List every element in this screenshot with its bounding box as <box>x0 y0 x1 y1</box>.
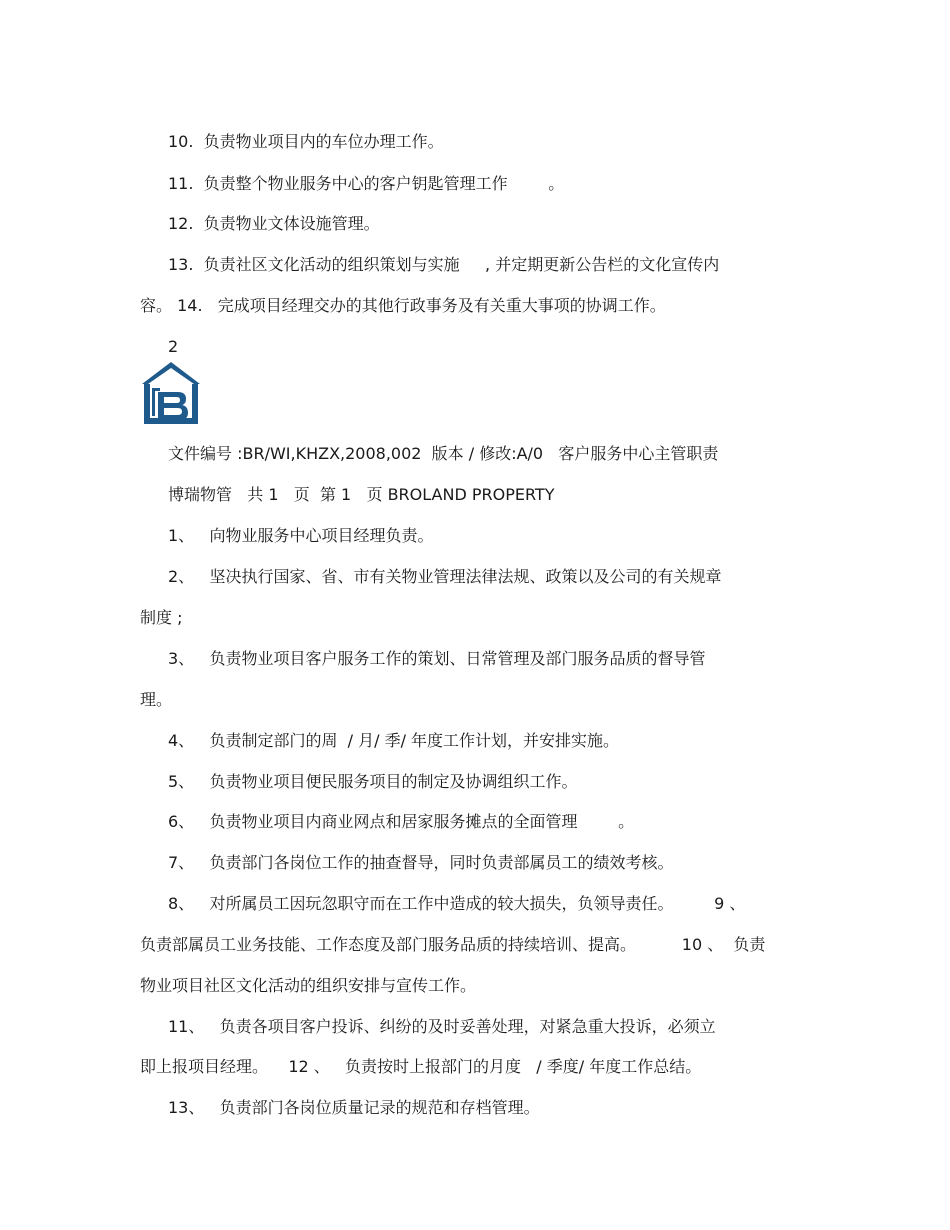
duty-line-13: 13. 负责社区文化活动的组织策划与实施 , 并定期更新公告栏的文化宣传内 <box>168 255 720 274</box>
duty-item-10-cont: 物业项目社区文化活动的组织安排与宣传工作。 <box>140 976 477 995</box>
duty-item-7: 7、 负责部门各岗位工作的抽查督导，同时负责部属员工的绩效考核。 <box>168 853 674 872</box>
duty-line-11: 11. 负责整个物业服务中心的客户钥匙管理工作 。 <box>168 174 565 193</box>
broland-logo <box>138 358 204 424</box>
duty-item-4: 4、 负责制定部门的周 / 月/ 季/ 年度工作计划，并安排实施。 <box>168 731 620 750</box>
duty-line-13-cont: 容。 14. 完成项目经理交办的其他行政事务及有关重大事项的协调工作。 <box>140 296 666 315</box>
document-info-line: 文件编号 :BR/WI,KHZX,2008,002 版本 / 修改:A/0 客户服务中心主管职责 <box>168 444 719 463</box>
duty-item-13: 13、 负责部门各岗位质量记录的规范和存档管理。 <box>168 1098 540 1117</box>
duty-item-9-10: 负责部属员工业务技能、工作态度及部门服务品质的持续培训、提高。 10 、 负责 <box>140 935 766 954</box>
company-line: 博瑞物管 共 1 页 第 1 页 BROLAND PROPERTY <box>168 485 555 504</box>
duty-item-2-cont: 制度 ; <box>140 608 183 627</box>
duty-item-3-cont: 理。 <box>140 690 173 709</box>
duty-item-3: 3、 负责物业项目客户服务工作的策划、日常管理及部门服务品质的督导管 <box>168 649 706 668</box>
duty-item-11: 11、 负责各项目客户投诉、纠纷的及时妥善处理，对紧急重大投诉，必须立 <box>168 1017 716 1036</box>
duty-item-6: 6、 负责物业项目内商业网点和居家服务摊点的全面管理 。 <box>168 812 635 831</box>
duty-item-1: 1、 向物业服务中心项目经理负责。 <box>168 526 434 545</box>
page-number: 2 <box>168 337 179 356</box>
duty-item-2: 2、 坚决执行国家、省、市有关物业管理法律法规、政策以及公司的有关规章 <box>168 567 722 586</box>
duty-item-11-12: 即上报项目经理。 12 、 负责按时上报部门的月度 / 季度/ 年度工作总结。 <box>140 1057 702 1076</box>
duty-line-12: 12. 负责物业文体设施管理。 <box>168 214 380 233</box>
duty-item-8: 8、 对所属员工因玩忽职守而在工作中造成的较大损失，负领导责任。 9 、 <box>168 894 746 913</box>
duty-item-5: 5、 负责物业项目便民服务项目的制定及协调组织工作。 <box>168 772 578 791</box>
duty-line-10: 10. 负责物业项目内的车位办理工作。 <box>168 132 444 151</box>
